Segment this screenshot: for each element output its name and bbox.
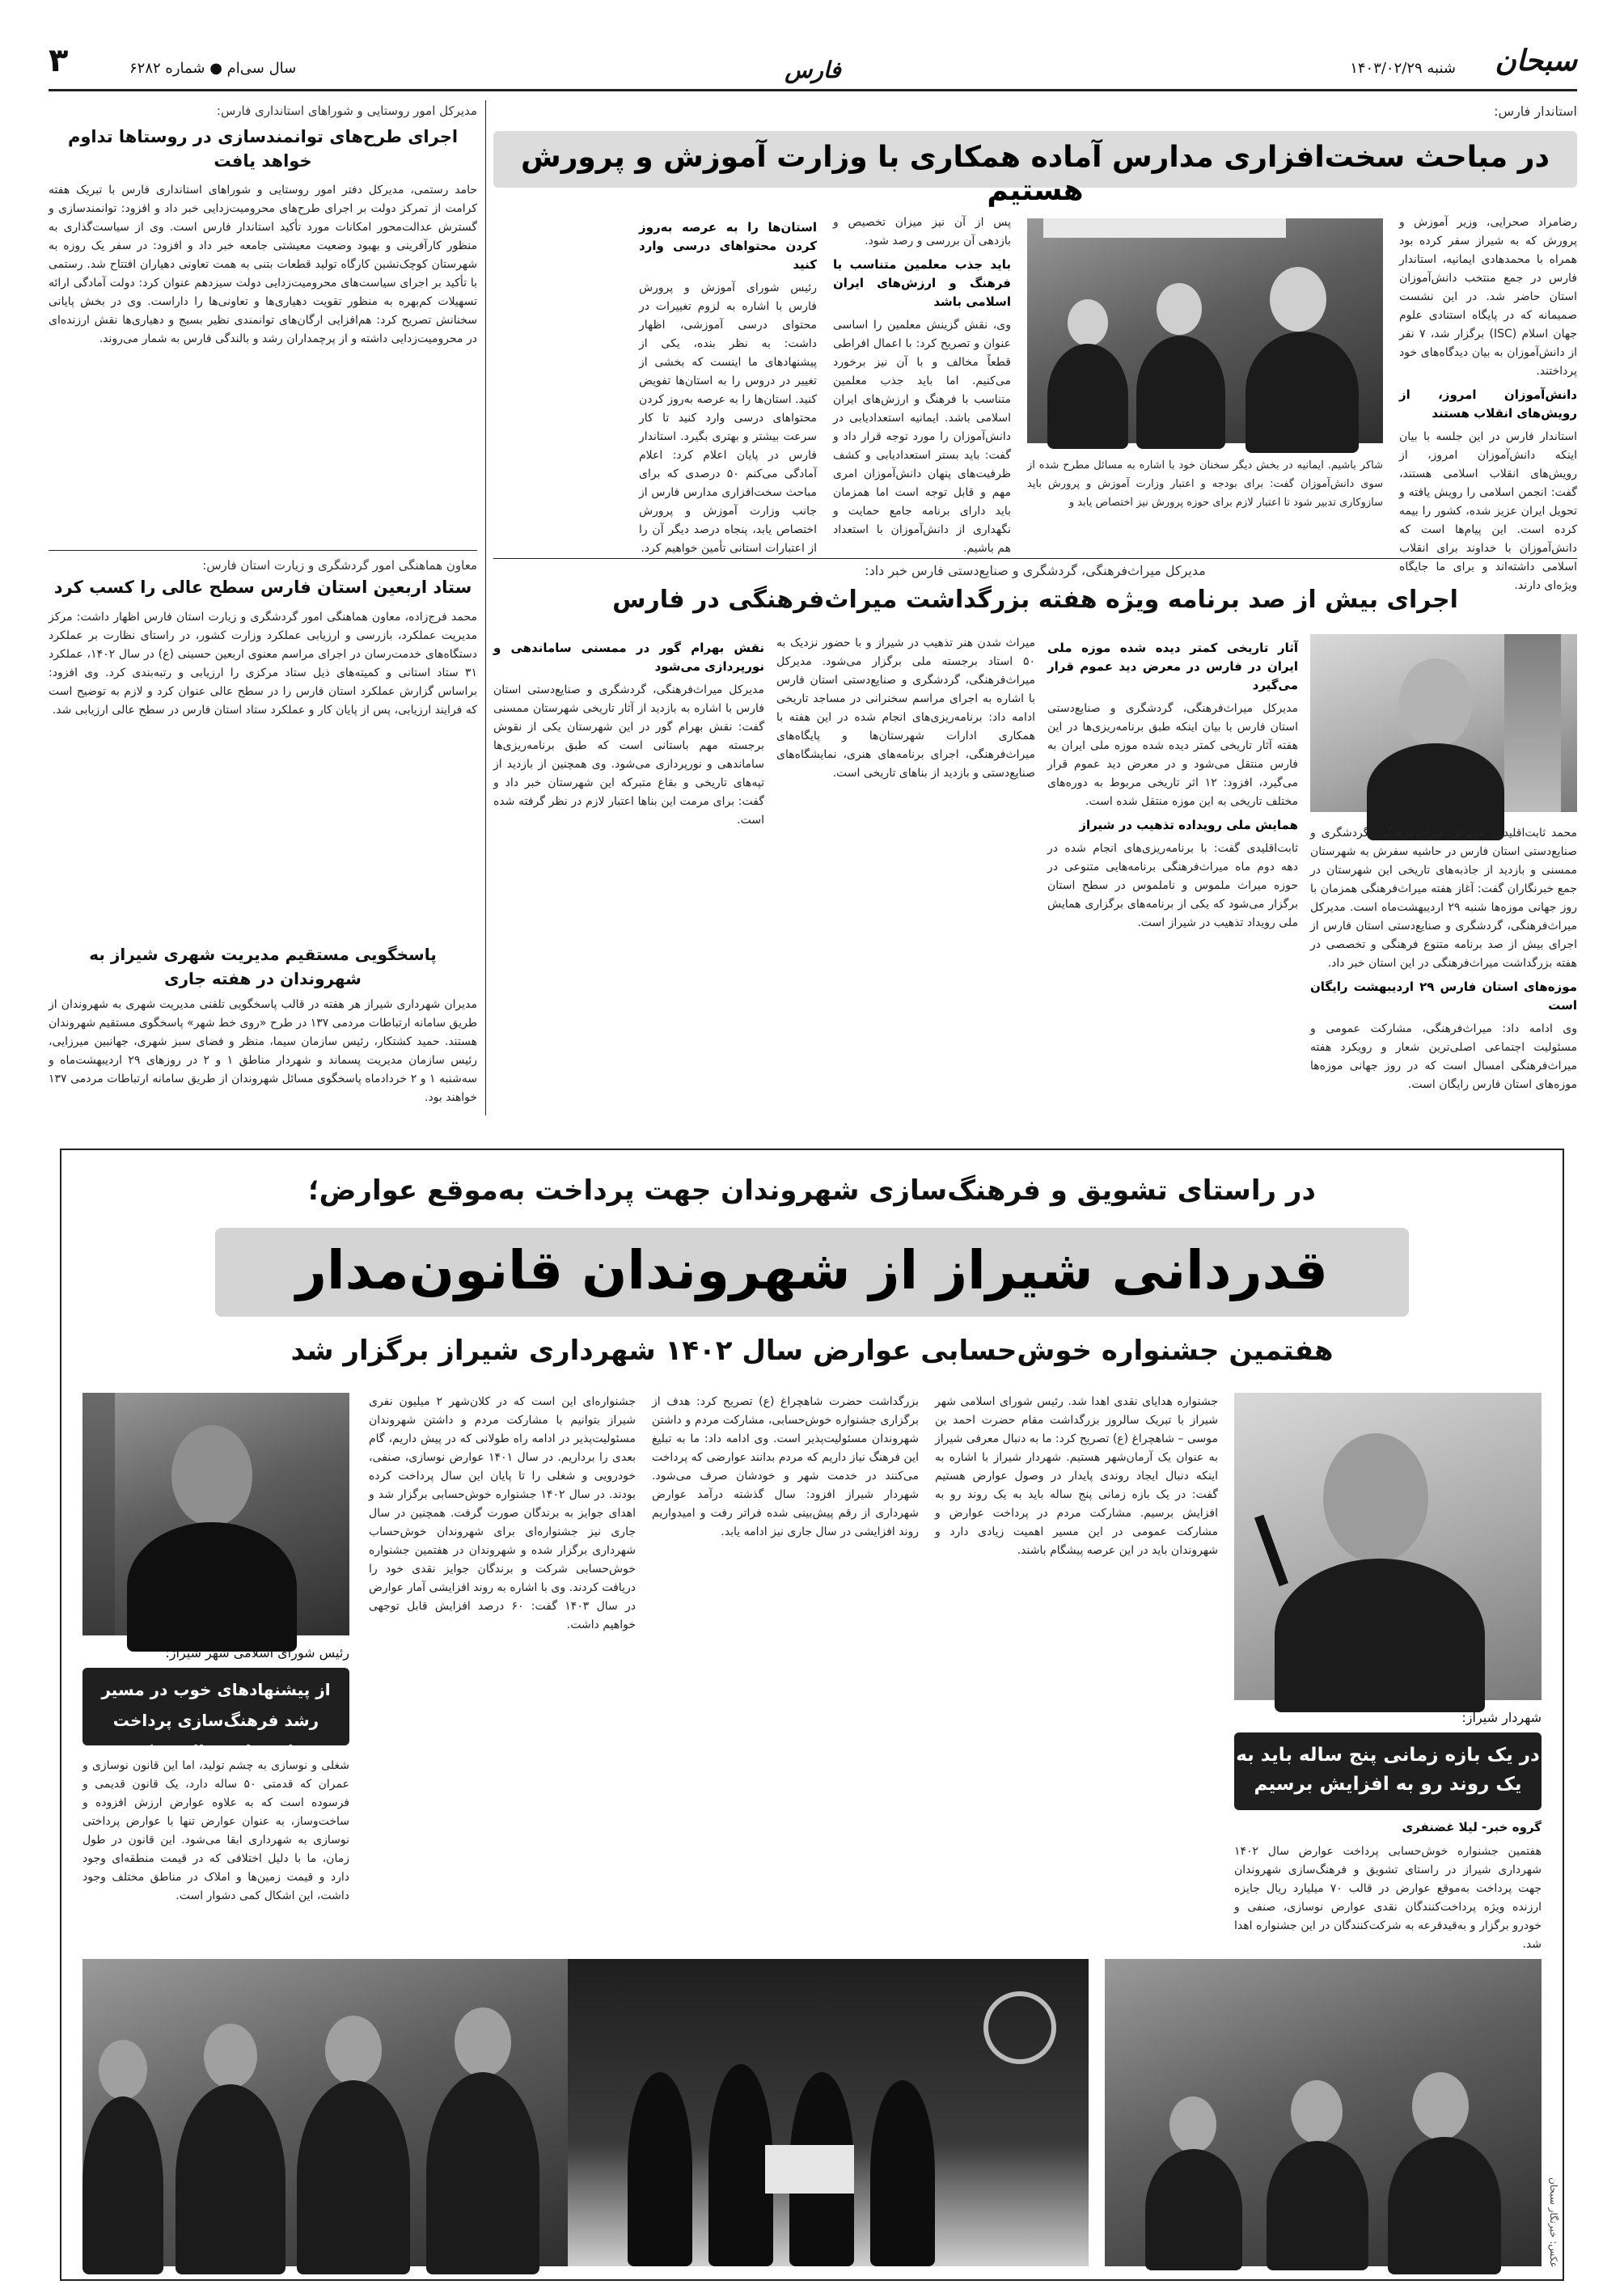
top-story-col2-text: پس از آن نیز میزان تخصیص و بازدهی آن بررسی و رصد شود.	[833, 216, 1011, 247]
person-body	[1267, 2141, 1368, 2270]
top-story-col1-text: رضامراد صحرایی، وزیر آموزش و پرورش که به شیراز سفر کرده بود همراه با محمدهادی ایمانیه، استاندار فارس در جمع منتخب دانش‌آموزان استان حاضر شد. در این نشست صمیمانه که در پایگاه استنادی علوم جهان اسلام (ISC) برگزار شد، ۷ نفر از دانش‌آموزان به بیان دیدگاه‌های خود پرداختند.	[1399, 216, 1577, 378]
feature-right-body: هفتمین جشنواره خوش‌حسابی پرداخت عوارض سال ۱۴۰۲ شهرداری شیراز در راستای تشویق و فرهنگ‌سازی شهروندان جهت پرداخت به‌موقع عوارض در قالب ۷۰ میلیارد ریال جایزه ارزنده ویژه پرداخت‌کنندگان نقدی عوارض نوسازی، صنفی و خودرو برگزار و به‌قیدقرعه به شرکت‌کنندگان در این جشنواره اهدا شد.	[1234, 1845, 1542, 1951]
heritage-subhead-4: نقش بهرام گور در ممسنی ساماندهی و نورپردازی می‌شود	[493, 641, 764, 674]
photo-banner	[1043, 218, 1286, 238]
council-headline: از پیشنهادهای خوب در مسیر رشد فرهنگ‌سازی پرداخت عوارض استقبال می‌کنیم	[101, 1680, 331, 1761]
heritage-column-4	[493, 634, 764, 1115]
mayor-kicker: شهردار شیراز:	[1461, 1710, 1542, 1725]
person-body	[426, 2072, 539, 2274]
microphone-icon	[1254, 1515, 1288, 1587]
top-story-kicker: استاندار فارس:	[1494, 104, 1577, 119]
person-body	[628, 2072, 692, 2266]
person-body	[1245, 332, 1359, 453]
person-head	[455, 2007, 511, 2077]
person-body	[708, 2064, 773, 2266]
left-divider-1	[49, 550, 477, 551]
person-head	[1323, 1433, 1428, 1563]
heritage-portrait	[1310, 634, 1577, 812]
person-head	[1270, 267, 1326, 332]
person-head	[1157, 283, 1202, 335]
masthead-issue: سال سی‌ام ● شماره ۶۲۸۲	[129, 60, 297, 77]
feature-headline: قدردانی شیراز از شهروندان قانون‌مدار	[296, 1239, 1328, 1301]
feature-headline-band	[215, 1228, 1409, 1317]
photo-credit: عکس: خبرنگار سبحان	[1548, 2177, 1559, 2268]
mayor-photo	[1234, 1393, 1542, 1700]
person-head	[1291, 2080, 1343, 2143]
person-head	[1399, 658, 1472, 747]
council-head-photo	[82, 1393, 349, 1635]
council-kicker: رئیس شورای اسلامی شهر شیراز:	[165, 1645, 349, 1661]
heritage-column-2	[1047, 634, 1298, 1115]
heritage-col1b-text: وی ادامه داد: میراث‌فرهنگی، مشارکت عمومی و مسئولیت اجتماعی اصلی‌ترین شعار و رویکرد هفته میراث‌فرهنگی امسال است که در روز جهانی موزه‌ها موزه‌های استان فارس رایگان است.	[1310, 1022, 1577, 1091]
top-story-col2b-text: وی، نقش گزینش معلمین را اساسی عنوان و تصریح کرد: با اعمال افراطی قطعاً مخالف و با آن نیز برخورد می‌کنیم. اما باید جذب معلمین متناسب با فرهنگ و ارزش‌های ایران اسلامی باشد. ایمانیه استعدادیابی در دانش‌آموزان را مورد توجه قرار داد و گفت: باید بستر استعدادیابی و کشف ظرفیت‌های پنهان دانش‌آموزان امری مهم و قابل توجه است اما همزمان باید دارای برنامه جامع حمایت و نگهداری از دانش‌آموزان با استعداد هم باشیم.	[833, 319, 1011, 555]
mayor-headline: در یک بازه زمانی پنج ساله باید به یک روند رو به افزایش برسیم	[1236, 1745, 1540, 1795]
feature-left-body: شغلی و نوسازی به چشم تولید، اما این قانون نوسازی و عمران که قدمتی ۵۰ ساله دارد، یک قانون قدیمی و فرسوده است که به علاوه عوارض ارزش افزوده و ساخت‌وساز، به عنوان عوارض تنها با عوارض پرداختی نوسازی به شهرداری ابقا می‌شود. این قانون در طول زمان، ما با دلیل اختلافی که در قیمت منطقه‌ای وجود دارد و قیمت زمین‌ها و املاک در مناطق مختلف وجود داشت، این اشکال کمی دشوار است.	[82, 1759, 349, 1902]
heritage-subhead-3: همایش ملی رویداده تذهیب در شیراز	[1079, 818, 1298, 832]
person-body	[1388, 2137, 1501, 2274]
top-story-col1b-text: استاندار فارس در این جلسه با بیان اینکه دانش‌آموزان امروز، از رویش‌های انقلاب اسلامی هستند، گفت: انجمن اسلامی را رویش یافته و تحویل ایران عزیز شده، کشور را بیمه کرده است. این پیام‌ها است که دانش‌آموزان با خداوند برای انقلاب اسلامی داشته‌اند و برای ما جایگاه ویژه‌ای دارند.	[1399, 430, 1577, 592]
award-plaque	[765, 2145, 854, 2194]
person-body	[127, 1522, 297, 1652]
feature-column-a: جشنواره هدایای نقدی اهدا شد. رئیس شورای اسلامی شهر شیراز با تبریک سالروز بزرگداشت مقام حضرت احمد بن موسی – شاهچراغ (ع) تصریح کرد: ما به دنبال معرفی شیراز به عنوان یک آرمان‌شهر هستیم. شهردار شیراز با اشاره به اینکه دنبال ایجاد روندی پایدار در وصول عوارض هستیم گفت: در یک بازه زمانی پنج ساله باید به یک روند رو به افزایش برسیم. مشارکت مردم در پرداخت عوارض و مشارکت عمومی در این مسیر اهمیت زیادی دارد و شهروندان باید در این عرصه پیشگام باشند.	[935, 1395, 1218, 1557]
mayor-headline-box	[1234, 1732, 1542, 1810]
left-story-shiraz-headline: پاسخگویی مستقیم مدیریت شهری شیراز به شهروندان در هفته جاری	[89, 945, 437, 988]
feature-column-b: بزرگداشت حضرت شاهچراغ (ع) تصریح کرد: هدف از برگزاری جشنواره خوش‌حسابی، مشارکت مردم و داشتن شهروندان مسئولیت‌پذیر است. وی ادامه داد: ما به تبلیغ این فرهنگ نیاز داریم که مردم بدانند عوارضی که پرداخت می‌کنند در خدمت شهر و خودشان صرف می‌شود. شهردار شیراز افزود: سال گذشته درآمد عوارض شهرداری از رقم پیش‌بینی شده فراتر رفت و امیدواریم روند افزایشی در سال جاری نیز ادامه یابد.	[652, 1395, 919, 1538]
top-story-headline: در مباحث سخت‌افزاری مدارس آماده همکاری با وزارت آموزش و پرورش هستیم	[521, 141, 1550, 207]
feature-column-c: جشنواره‌ای این است که در کلان‌شهر ۲ میلیون نفری شیراز بتوانیم با مشارکت مردم و داشتن شهروندان مسئولیت‌پذیر در ادامه راه طولانی که در پیش داریم، گام بعدی را برداریم. در سال ۱۴۰۱ عوارض نوسازی، صنفی، خودرویی و شغلی را تا پایان این سال پرداخت کرده بودند. در سال ۱۴۰۲ جشنواره خوش‌حسابی برگزار شد و اهدای جوایز به برندگان صورت گرفت. همچنین در سال جاری نیز جشنواره‌ای برای شهروندان خوش‌حساب شهرداری برگزار شده و شهروندان در هفتمین جشنواره خوش‌حسابی شرکت و برندگان جوایز نقدی خود را دریافت کردند. وی با اشاره به روند افزایشی آمار عوارض در سال ۱۴۰۳ گفت: ۶۰ درصد افزایش قابل توجهی خواهیم داشت.	[369, 1395, 636, 1631]
feature-subhead: هفتمین جشنواره خوش‌حسابی عوارض سال ۱۴۰۲ شهرداری شیراز برگزار شد	[290, 1335, 1334, 1367]
top-story-subhead-1: دانش‌آموزان امروز، از رویش‌های انقلاب هستند	[1399, 387, 1577, 421]
page-number: ۳	[49, 42, 69, 79]
person-body	[176, 2084, 285, 2274]
feature-kicker: در راستای تشویق و فرهنگ‌سازی شهروندان جهت پرداخت به‌موقع عوارض؛	[308, 1174, 1316, 1207]
person-body	[1275, 1559, 1485, 1712]
heritage-column-3	[776, 634, 1035, 1115]
heritage-col1-text: محمد ثابت‌اقلیدی، مدیرکل میراث‌فرهنگی، گردشگری و صنایع‌دستی استان فارس در حاشیه سفرش به شهرستان ممسنی و بازدید از جاذبه‌های تاریخی این شهرستان در جمع خبرنگاران گفت: آغاز هفته میراث‌فرهنگی همزمان با روز جهانی موزه‌ها شنبه ۲۹ اردیبهشت‌ماه است. مدیرکل میراث‌فرهنگی، گردشگری و صنایع‌دستی استان فارس از اجرای بیش از صد برنامه متنوع فرهنگی و تخصصی در هفته بزرگداشت میراث‌فرهنگی در این استان خبر داد.	[1310, 827, 1578, 970]
ceremony-photo-audience	[1105, 1959, 1542, 2266]
flag-icon	[1504, 634, 1561, 812]
person-body	[82, 2096, 163, 2274]
left-story-arbaeen-headline: ستاد اربعین استان فارس سطح عالی را کسب کرد	[53, 577, 472, 597]
logo-backdrop	[983, 1991, 1056, 2064]
person-head	[99, 2040, 147, 2100]
left-story-arbaeen-body: محمد فرج‌زاده، معاون هماهنگی امور گردشگری و زیارت استان فارس اظهار داشت: مرکز مدیریت عملکرد، بازرسی و ارزیابی عملکرد وزارت کشور، در راستای نظارت بر عملکرد دستگاه‌های خدمت‌رسان در اجرای مراسم معنوی اربعین حسینی (ع) در سال ۱۴۰۲، عملکرد ۳۱ ستاد استانی و کمیته‌های ذیل ستاد مرکزی را ارزیابی و رتبه‌بندی کرد. وی افزود: براساس گزارش عملکرد استان فارس را در سطح عالی عنوان کرد و لازم به توضیح است که فرایند ارزیابی، پس از پایان کار و عملکرد ستاد استان فارس در سطح عالی ارزیابی شد.	[49, 611, 477, 717]
top-story-subhead-3: استان‌ها را به عرصه به‌روز کردن محتواهای درسی وارد کنید	[639, 220, 817, 272]
left-story-shiraz	[49, 942, 477, 1116]
person-head	[1412, 2072, 1469, 2140]
heritage-kicker: مدیرکل میراث‌فرهنگی، گردشگری و صنایع‌دستی فارس خبر داد:	[865, 563, 1206, 578]
heritage-story	[493, 561, 1577, 1119]
masthead-logo: سبحان	[1495, 44, 1577, 78]
top-story-column-2	[833, 214, 1011, 555]
feature-byline: گروه خبر- لیلا غضنفری	[1402, 1820, 1542, 1834]
left-story-rural-headline: اجرای طرح‌های توانمندسازی در روستاها تداوم خواهد یافت	[67, 127, 459, 171]
heritage-subhead-2: آثار تاریخی کمتر دیده شده موزه ملی ایران در فارس در معرض دید عموم قرار می‌گیرد	[1047, 641, 1298, 692]
top-story-col3-text: رئیس شورای آموزش و پرورش فارس با اشاره به لزوم تغییرات در محتوای درسی آموزشی، اظهار داشت: به نظر بنده، یکی از پیشنهادهای ما اینست که بخشی از تغییر در دروس را به استان‌ها تفویض کنید. استان‌ها را به عرصه به‌روز کردن محتواهای درسی وارد کنید تا کار سرعت بیشتر و بهتری بگیرد. استاندار فارس در پایان اعلام کرد: اعلام آمادگی می‌کنم ۵۰ درصدی که برای مباحث سخت‌افزاری مدارس فارس از جانب وزارت آموزش و پرورش اختصاص یابد، پنجاه درصد دیگر آن را از اعتبارات استانی تأمین خواهیم کرد.	[639, 281, 818, 555]
top-story-photo	[1027, 218, 1383, 443]
heritage-headline: اجرای بیش از صد برنامه ویژه هفته بزرگداشت میراث‌فرهنگی در فارس	[612, 586, 1458, 614]
heritage-col2-text: مدیرکل میراث‌فرهنگی، گردشگری و صنایع‌دستی استان فارس با بیان اینکه طبق برنامه‌ریزی‌ها در این هفته آثار تاریخی کمتر دیده شده موزه ملی ایران به فارس منتقل می‌شود و در معرض دید عموم قرار می‌گیرد، افزود: ۱۲ اثر تاریخی مربوط به دوره‌های مختلف تاریخی به این موزه منتقل شده است.	[1047, 702, 1298, 808]
council-headline-box	[82, 1668, 349, 1761]
top-story-headline-band	[493, 131, 1577, 207]
person-head	[171, 1425, 252, 1526]
masthead	[49, 42, 1577, 86]
flag-icon	[82, 1393, 115, 1635]
masthead-rule	[49, 89, 1577, 91]
heritage-col2b-text: ثابت‌اقلیدی گفت: با برنامه‌ریزی‌های انجام شده در دهه دوم ماه میراث‌فرهنگی برنامه‌هایی متنوعی در حوزه میراث ملموس و ناملموس در سطح استان برگزار می‌شود که یکی از برنامه‌های برگزاری همایش ملی رویداد تذهیب در شیراز است.	[1047, 842, 1298, 929]
feature-box	[60, 1149, 1564, 2281]
heritage-subhead-1: موزه‌های استان فارس ۲۹ اردیبهشت رایگان است	[1310, 979, 1577, 1013]
person-head	[1169, 2096, 1216, 2153]
left-story-rural-kicker: مدیرکل امور روستایی و شوراهای استانداری فارس:	[216, 104, 477, 118]
left-story-rural-body: حامد رستمی، مدیرکل دفتر امور روستایی و شوراهای استانداری فارس با تبریک هفته کرامت از تمرکز دولت بر اجرای طرح‌های محرومیت‌زدایی خبر داد و افزود: توانمندسازی و گسترش عدالت‌محور امکانات مورد تأکید استاندار فارس است. وی از سیاست‌گذاری به منظور کارآفرینی و بهبود وضعیت معیشتی جامعه خبر داد و افزود: در سفر یک روزه به شهرستان کوچک‌نشین کارگاه تولید قطعات بتنی به همت تعاونی دهیاران افتتاح شد. رستمی با تأکید بر اجرای سیاست‌های محرومیت‌زدایی دولت سیزدهم عنوان کرد: دولت آمادگی ارائه تسهیلات کم‌بهره به منظور تقویت دهیاری‌ها و تعاونی‌ها را داراست. وی در بخش پایانی سخنانش تصریح کرد: هم‌افزایی ارگان‌های توانمندی نظیر بسیج و دهیاری‌ها نقش ارزنده‌ای در محرومیت‌زدایی داشته و از پرچمداران رشد و بالندگی فارس به شمار می‌روند.	[49, 184, 477, 345]
left-story-arbaeen-kicker: معاون هماهنگی امور گردشگری و زیارت استان فارس:	[202, 558, 477, 573]
left-story-shiraz-body: مدیران شهرداری شیراز هر هفته در قالب پاسخگویی تلفنی مدیریت شهری به شهروندان از طریق سامانه ارتباطات مردمی ۱۳۷ در طرح «روی خط شهر» پاسخگوی مستقیم شهروندان هستند. حمید کشتکار، رئیس سازمان سیما، منظر و فضای سبز شهری، جهانبین میرزایی، رئیس سازمان مدیریت پسماند و شهردار مناطق ۱ و ۲ در روزهای ۲۹ اردیبهشت‌ماه و سه‌شنبه ۱ و ۲ خردادماه پاسخگوی مسائل شهروندان از طریق سامانه ارتباطات مردمی ۱۳۷ خواهند بود.	[49, 998, 477, 1104]
left-story-rural	[49, 100, 477, 537]
heritage-col4-text: مدیرکل میراث‌فرهنگی، گردشگری و صنایع‌دستی استان فارس با اشاره به بازدید از آثار تاریخی شهرستان ممسنی گفت: نقش بهرام گور در این شهرستان یکی از نقوش برجسته مهم باستانی است که طبق برنامه‌ریزی‌ها ساماندهی و نورپردازی می‌شود. وی همچنین از بازدید از تپه‌های تاریخی و بقاع متبرکه این شهرستان خبر داد و گفت: برای مرمت این بناها اعتبار لازم در نظر گرفته شده است.	[493, 683, 764, 827]
ceremony-photo-award	[563, 1959, 1089, 2266]
top-story-column-1	[1399, 214, 1577, 592]
person-body	[870, 2080, 935, 2266]
heritage-top-rule	[493, 558, 1577, 559]
heritage-col3-text: میراث شدن هنر تذهیب در شیراز و با حضور نزدیک به ۵۰ استاد برجسته ملی برگزار می‌شود. مدیرکل میراث‌فرهنگی، گردشگری و صنایع‌دستی استان فارس با اشاره به اجرای مراسم سخنرانی در مساجد تاریخی ادامه داد: برنامه‌ریزی‌های انجام شده در این هفته با همکاری ادارات شهرستان‌ها و پایگاه‌های میراث‌فرهنگی، اجرای برنامه‌های هنری، نمایشگاه‌های صنایع‌دستی و بازدید از بناهای تاریخی است.	[776, 637, 1035, 780]
person-body	[1136, 336, 1225, 449]
person-head	[1068, 299, 1108, 346]
person-body	[1047, 344, 1128, 449]
masthead-section: فارس	[785, 57, 841, 83]
heritage-column-1	[1310, 824, 1577, 1115]
top-story-column-3	[639, 214, 818, 555]
masthead-date: شنبه ۱۴۰۳/۰۲/۲۹	[1350, 60, 1456, 77]
person-head	[204, 2024, 257, 2088]
top-story-subhead-2: باید جذب معلمین متناسب با فرهنگ و ارزش‌های ایران اسلامی باشد	[833, 257, 1011, 309]
ceremony-photo-officials	[82, 1959, 568, 2266]
person-body	[1145, 2149, 1242, 2270]
left-story-arbaeen	[49, 558, 477, 938]
person-body	[297, 2080, 410, 2274]
top-story-photo-caption: شاکر باشیم. ایمانیه در بخش دیگر سخنان خود با اشاره به مسائل مطرح شده از سوی دانش‌آموزان گفت: برای بودجه و اعتبار وزارت آموزش و پرورش باید سازوکاری تدبیر شود تا اعتبار لازم برای حوزه پرورش نیز اختصاص یابد و	[1027, 459, 1383, 509]
person-head	[325, 2016, 382, 2085]
top-story-vertical-rule	[485, 100, 486, 1115]
